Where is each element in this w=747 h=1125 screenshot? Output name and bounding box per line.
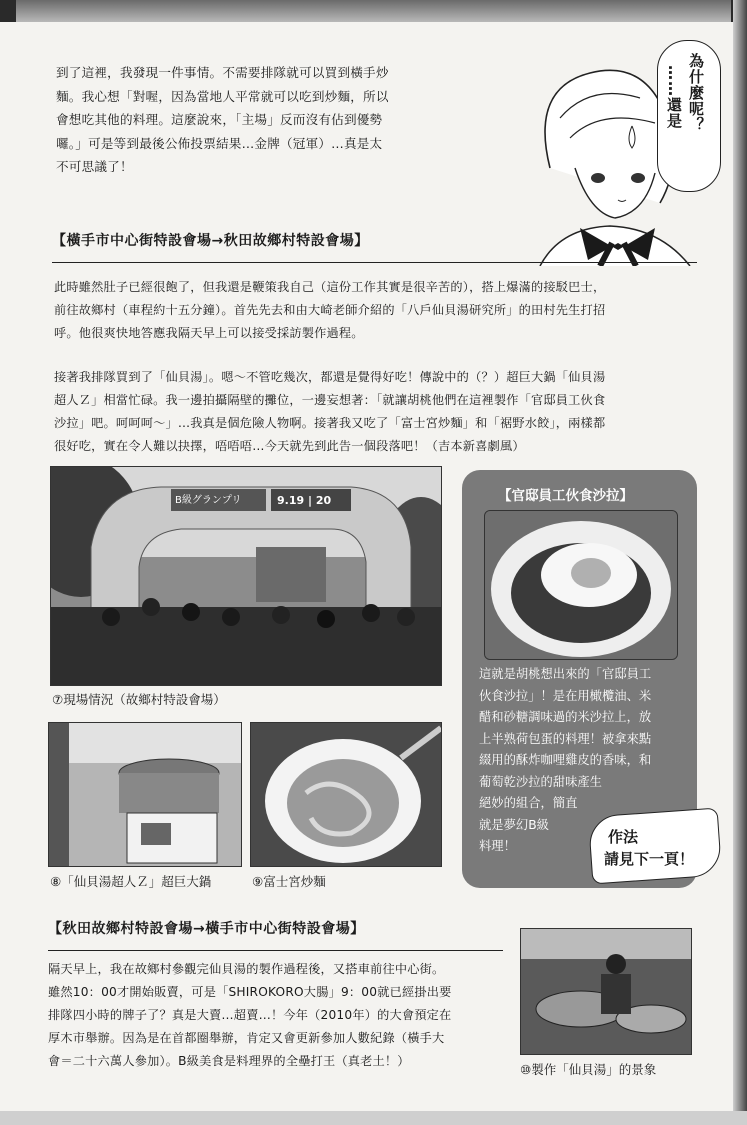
body-line: 排隊四小時的牌子了？真是大賣…超賣…！今年（2010年）的大會預定在: [48, 1008, 452, 1022]
body-line: 呼。他很爽快地答應我隔天早上可以接受採訪製作過程。: [54, 326, 364, 340]
sidebar-line: 伙食沙拉」！是在用橄欖油、米: [479, 688, 652, 703]
sidebar-line: 料理！: [479, 839, 516, 853]
intro-line: 不可思議了！: [56, 159, 133, 174]
gate-sign-text: B級グランプリ: [175, 495, 242, 506]
photo7-caption: ⑦現場情況（故鄉村特設會場）: [52, 692, 226, 707]
top-binding-edge: [0, 0, 747, 22]
section2-rule: [48, 950, 503, 951]
section1-rule: [52, 262, 697, 263]
photo9-caption: ⑨富士宮炒麵: [252, 874, 326, 889]
photo-giant-pot: [48, 722, 242, 867]
sidebar-title: 【官邸員工伙食沙拉】: [498, 488, 633, 504]
section1-heading: 【橫手市中心街特設會場→秋田故鄉村特設會場】: [52, 233, 369, 249]
intro-line: 到了這裡，我發現一件事情。不需要排隊就可以買到橫手炒: [56, 65, 389, 80]
sidebar-line: 就是夢幻B級: [479, 817, 549, 832]
sidebar-line: 葡萄乾沙拉的甜味產生: [479, 774, 602, 789]
intro-line: 會想吃其他的料理。這麼說來，「主場」反而沒有佔到優勢: [56, 112, 383, 127]
speech-text-col1: 為什麼呢？: [687, 53, 705, 133]
body-line: 前往故鄉村（車程約十五分鐘）。首先先去和由大崎老師介紹的「八戶仙貝湯研究所」的田村先生打招: [54, 303, 606, 317]
body-line: 會＝二十六萬人參加）。B級美食是料理界的全壘打王（真老土！）: [48, 1054, 410, 1068]
note-line2: 請見下一頁！: [604, 850, 695, 868]
photo10-caption: ⑩製作「仙貝湯」的景象: [520, 1062, 657, 1077]
sidebar-line: 上半熟荷包蛋的料理！被拿來點: [479, 731, 652, 746]
sidebar-line: 醋和砂糖調味過的米沙拉上，放: [479, 710, 652, 724]
body-line: 此時雖然肚子已經很飽了，但我還是鞭策我自己（這份工作其實是很辛苦的），搭上爆滿的接駁巴士，: [54, 280, 606, 294]
speech-text-col2: ……還是: [665, 65, 683, 129]
gate-date-text: 9.19 | 20: [277, 494, 332, 507]
sidebar-line: 這就是胡桃想出來的「官邸員工: [479, 667, 652, 681]
body-line: 隔天早上，我在故鄉村參觀完仙貝湯的製作過程後，又搭車前往中心街。: [48, 962, 445, 976]
right-binding-edge: [733, 0, 747, 1125]
sidebar-line: 綴用的酥炸咖哩雞皮的香味，和: [479, 753, 652, 767]
photo8-caption: ⑧「仙貝湯超人Ｚ」超巨大鍋: [50, 874, 212, 889]
intro-line: 麵。我心想「對喔，因為當地人平常就可以吃到炒麵，所以: [56, 89, 389, 104]
section2-heading: 【秋田故鄉村特設會場→橫手市中心街特設會場】: [48, 921, 365, 937]
photo-fried-noodles: [250, 722, 442, 867]
intro-line: 囉。」可是等到最後公佈投票結果…金牌（冠軍）…真是太: [56, 136, 383, 151]
body-line: 超人Ｚ」相當忙碌。我一邊拍攝隔壁的攤位，一邊妄想著：「就讓胡桃他們在這裡製作「官邸員工伙食: [54, 393, 606, 407]
body-line: 接著我排隊買到了「仙貝湯」。嗯～不管吃幾次，都還是覺得好吃！傳說中的（？）超巨大鍋「仙貝湯: [54, 370, 606, 384]
photo-venue-gate: [50, 466, 442, 686]
note-line1: 作法: [608, 828, 639, 846]
body-line: 沙拉」吧。呵呵呵～」…我真是個危險人物啊。接著我又吃了「富士宮炒麵」和「裾野水餃」，兩樣都: [54, 416, 606, 430]
bottom-edge: [0, 1111, 747, 1125]
speech-bubble: [657, 40, 721, 192]
photo-rice-salad: [484, 510, 678, 660]
body-line: 厚木市舉辦。因為是在首都圈舉辦，肯定又會更新參加人數紀錄（橫手大: [48, 1031, 445, 1045]
body-line: 雖然10：00才開始販賣，可是「SHIROKORO大腸」9：00就已經掛出要: [48, 985, 452, 999]
photo-making-soup: [520, 928, 692, 1055]
sidebar-line: 絕妙的組合，簡直: [479, 796, 578, 810]
body-line: 很好吃，實在令人難以抉擇，唔唔唔…今天就先到此告一個段落吧！（吉本新喜劇風）: [54, 439, 525, 453]
